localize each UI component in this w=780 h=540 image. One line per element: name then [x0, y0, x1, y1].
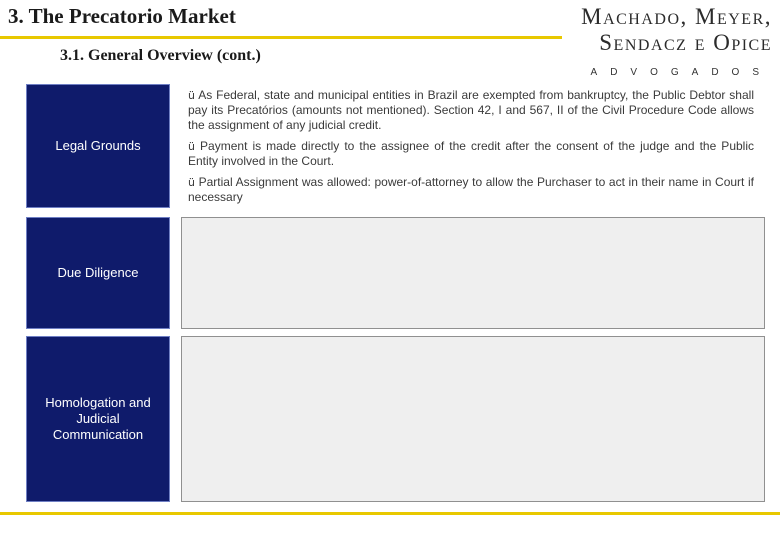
homologation-content-box	[181, 336, 765, 502]
legal-bullet-1-text: As Federal, state and municipal entities in Brazil are exempted from bankruptcy, the Public Debtor shall pay its Precatórios (amounts not mentioned). Section 42, I and 567, II of the Civil Procedure Code allows the assignment of any judicial credit.	[188, 88, 754, 132]
check-bullet-icon: ü	[188, 89, 195, 102]
legal-bullet-2	[188, 139, 754, 169]
label-due-diligence-text: Due Diligence	[57, 265, 139, 280]
title-underline	[0, 36, 562, 39]
legal-bullet-2-text: Payment is made directly to the assignee of the credit after the consent of the judge and the Public Entity involved in the Court.	[188, 139, 754, 168]
firm-logo	[562, 4, 772, 78]
due-diligence-content-box	[181, 217, 765, 329]
logo-line-2: Sendacz e Opice	[599, 30, 772, 55]
footer-rule	[0, 512, 780, 515]
label-legal-grounds-text: Legal Grounds	[55, 138, 141, 153]
legal-grounds-text	[188, 88, 754, 211]
logo-subtitle: ADVOGADOS	[590, 67, 772, 78]
label-homologation-text: Homologation and Judicial Communication	[45, 395, 151, 442]
label-due-diligence	[26, 217, 170, 329]
legal-bullet-3	[188, 175, 754, 205]
legal-bullet-1	[188, 88, 754, 133]
check-bullet-icon: ü	[188, 176, 195, 189]
section-subtitle: 3.1. General Overview (cont.)	[60, 47, 261, 64]
label-legal-grounds	[26, 84, 170, 208]
check-bullet-icon: ü	[188, 140, 195, 153]
legal-bullet-3-text: Partial Assignment was allowed: power-of-attorney to allow the Purchaser to act in their name in Court if necessary	[188, 175, 754, 204]
page-title: 3. The Precatorio Market	[8, 4, 236, 28]
logo-line-1: Machado, Meyer,	[581, 4, 772, 29]
label-homologation	[26, 336, 170, 502]
